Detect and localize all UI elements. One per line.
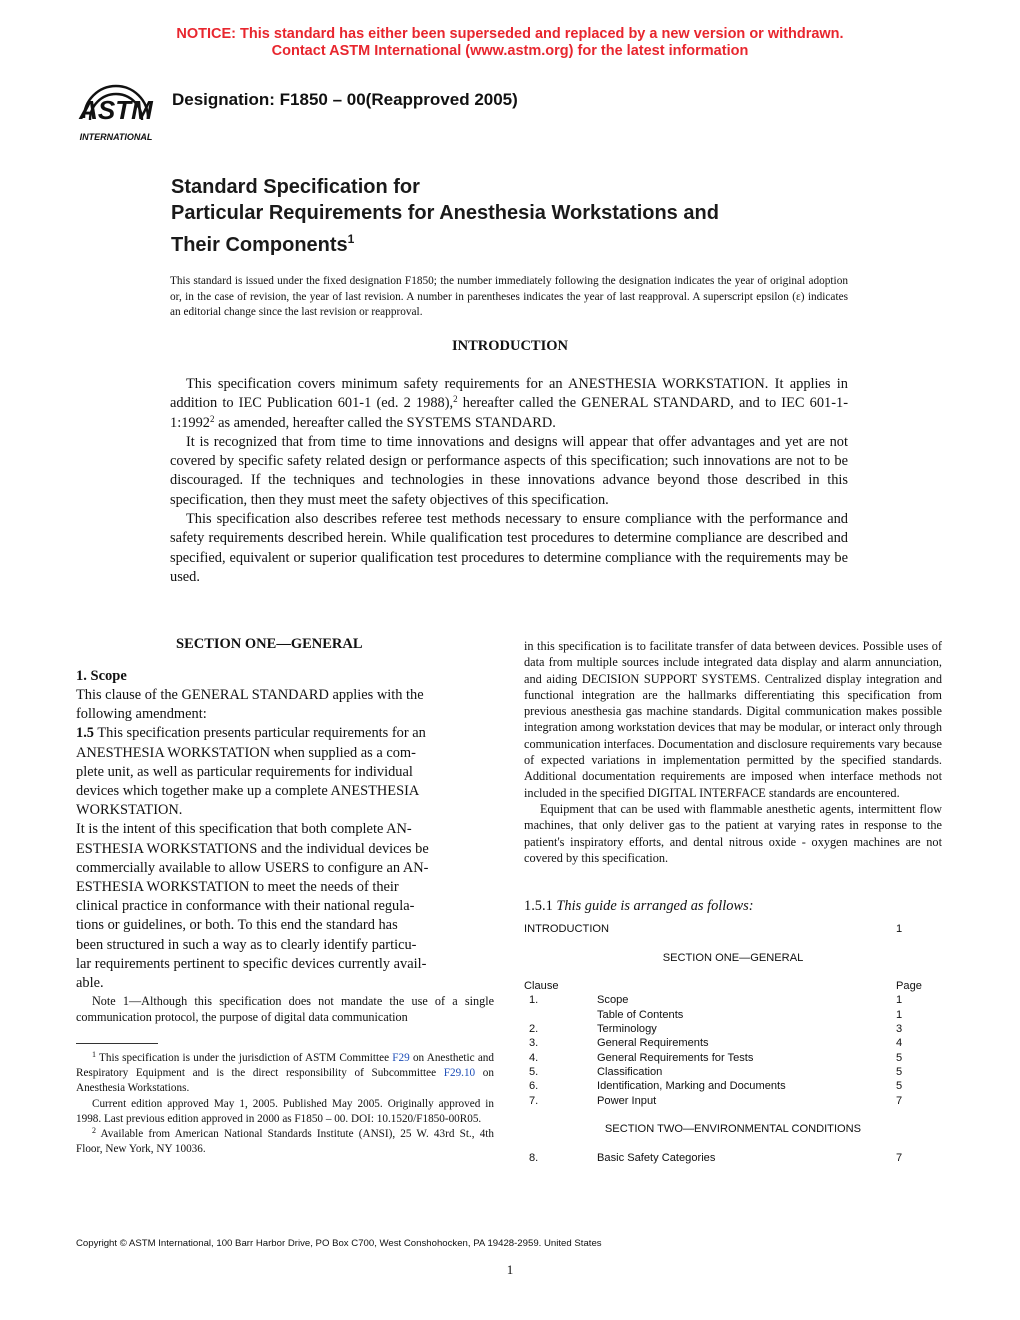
toc-section-two: SECTION TWO—ENVIRONMENTAL CONDITIONS: [604, 1123, 862, 1136]
toc-row: 6. Identification, Marking and Documents 5: [529, 1080, 903, 1093]
section-one-heading: SECTION ONE—GENERAL: [176, 636, 363, 652]
title-line-1: Standard Specification for: [171, 176, 420, 198]
toc-row: 7. Power Input 7: [529, 1094, 903, 1107]
footnotes: [76, 1051, 494, 1157]
footnote-1-current: Current edition approved May 1, 2005. Published May 2005. Originally approved in 1998. Last previous edition approved in 2000 as F1850 – 00. DOI: 10.1520/F1850-00R05.: [76, 1097, 494, 1125]
introduction-body: [170, 375, 848, 587]
document-title: [171, 174, 719, 258]
title-footnote-ref[interactable]: 1: [347, 232, 355, 246]
toc-row: Table of Contents 1: [597, 1008, 903, 1021]
title-line-3: Their Components$^1$: [171, 232, 355, 256]
designation: Designation: F1850 – 00(Reapproved 2005): [172, 90, 518, 109]
copyright-footer: Copyright © ASTM International, 100 Barr Harbor Drive, PO Box C700, West Conshohocken, PA 19428-2959. United States: [76, 1238, 602, 1249]
note-1-continued: in this specification is to facilitate transfer of data between devices. Possible uses of data from multiple sources include integrated data display and alarm annunciation, and aiding DECISION SUPPORT SYSTEMS. Centralized display integration and functional integration are the hallmarks differentiating this specification from previous anesthesia gas machine standards. Digital communication makes possible integration among workstation devices that may be modular, or interact only through communication interfaces. Documentation and disclosure requirements vary because of expected variations in implementation permitted by the specified standards. Additional documentation requirements are imposed when interface methods not included in the specified DIGITAL INTERFACE standards are encountered.: [524, 639, 942, 800]
logo-mark: ASTM: [79, 95, 153, 125]
page-number: 1: [506, 1262, 514, 1277]
toc-row: 2. Terminology 3: [529, 1023, 903, 1036]
right-column-text: [524, 638, 942, 866]
footnote-1: $^1$ This specification is under the jurisdiction of ASTM Committee F29 on Anesthetic and Respiratory Equipment and is the direct responsibility of Subcommittee F29.10 on Anesthesia Workstations.: [76, 1050, 494, 1095]
toc-row: 3. General Requirements 4: [529, 1037, 903, 1050]
footnote-2: $^2$ Available from American National Standards Institute (ANSI), 25 W. 43rd St., 4th Floor, New York, NY 10036.: [76, 1126, 494, 1156]
intro-paragraph-3: This specification also describes referee test methods necessary to ensure compliance with the performance and safety requirements described herein. While qualification test procedures to determine compliance are described and specified, equivalent or superior qualification test procedures to determine compliance with the requirements may be used.: [170, 511, 848, 585]
notice-line-1: NOTICE: This standard has either been superseded and replaced by a new version or withdrawn.: [176, 26, 844, 42]
committee-link[interactable]: F29: [392, 1052, 410, 1064]
notice-line-2: Contact ASTM International (www.astm.org) for the latest information: [271, 43, 749, 59]
footnote-divider: [76, 1043, 158, 1044]
toc-row: 4. General Requirements for Tests 5: [529, 1051, 903, 1064]
exclusions-paragraph: Equipment that can be used with flammable anesthetic agents, intermittent flow machines, that only deliver gas to the patient at varying rates in response to the patient's inspiratory efforts, and dental nitrous oxide - oxygen machines are not covered by this specification.: [524, 801, 942, 865]
withdrawal-notice: [0, 26, 1020, 60]
intro-paragraph-1: This specification covers minimum safety requirements for an ANESTHESIA WORKSTATION. It applies in addition to IEC Publication 601-1 (ed. 2 1988),$^2$ hereafter called the GENERAL STANDARD, and to IEC 601-1-1:1992$^2$ as amended, hereafter called the SYSTEMS STANDARD.: [170, 376, 848, 431]
toc-row: 1. Scope 1: [529, 994, 903, 1007]
table-of-contents: [524, 923, 942, 1166]
toc-section-one: SECTION ONE—GENERAL: [662, 951, 804, 964]
subcommittee-link[interactable]: F29.10: [443, 1067, 476, 1080]
intro-paragraph-2: It is recognized that from time to time innovations and designs will appear that offer advantages and yet are not covered by specific safety related design or performance aspects of this specification; such innovations are not to be discouraged. If the techniques and technologies in these innovations advance beyond those described in this specification, then they must meet the safety objectives of this specification.: [170, 433, 848, 508]
note-1: Note 1—Although this specification does not mandate the use of a single communication protocol, the purpose of digital data communication: [76, 994, 494, 1024]
toc-row: 5. Classification 5: [529, 1065, 903, 1078]
scope-heading: 1. Scope: [76, 668, 127, 684]
arranged-heading: 1.5.1 This guide is arranged as follows:: [524, 898, 754, 914]
toc-row: 8. Basic Safety Categories 7: [529, 1151, 903, 1164]
clause-1-5: 1.5 This specification presents particular requirements for an: [76, 725, 426, 742]
scope-body: This clause of the GENERAL STANDARD applies with the following amendment: 1.5 This specification presents particular requirements for an ANESTHESIA WORKSTATION when supplied as a com- plete unit, as well as particular requirements for individual devices which together make up a complete ANESTHESIA WORKSTATION. It is the intent of this specification that both complete AN- ESTHESIA WORKSTATIONS and the individual devices be commercially available to allow USERS to configure an AN- ESTHESIA WORKSTATION to meet the needs of their clinical practice in conformance with their national regula- tions or guidelines, or both. To this end the standard has been structured in such a way as to clearly identify particu- lar requirements pertinent to specific devices currently avail- able.: [76, 686, 494, 993]
introduction-heading: INTRODUCTION: [451, 338, 568, 354]
logo-caption: INTERNATIONAL: [79, 132, 153, 142]
issued-statement: This standard is issued under the fixed designation F1850; the number immediately following the designation indicates the year of original adoption or, in the case of revision, the year of last revision. A number in parentheses indicates the year of last reapproval. A superscript epsilon (ε) indicates an editorial change since the last revision or reapproval.: [170, 275, 848, 318]
toc-header: Clause Page: [524, 980, 922, 993]
toc-intro-row: INTRODUCTION 1: [524, 923, 903, 935]
astm-logo: [70, 74, 162, 144]
title-line-2: Particular Requirements for Anesthesia Workstations and: [171, 202, 719, 224]
